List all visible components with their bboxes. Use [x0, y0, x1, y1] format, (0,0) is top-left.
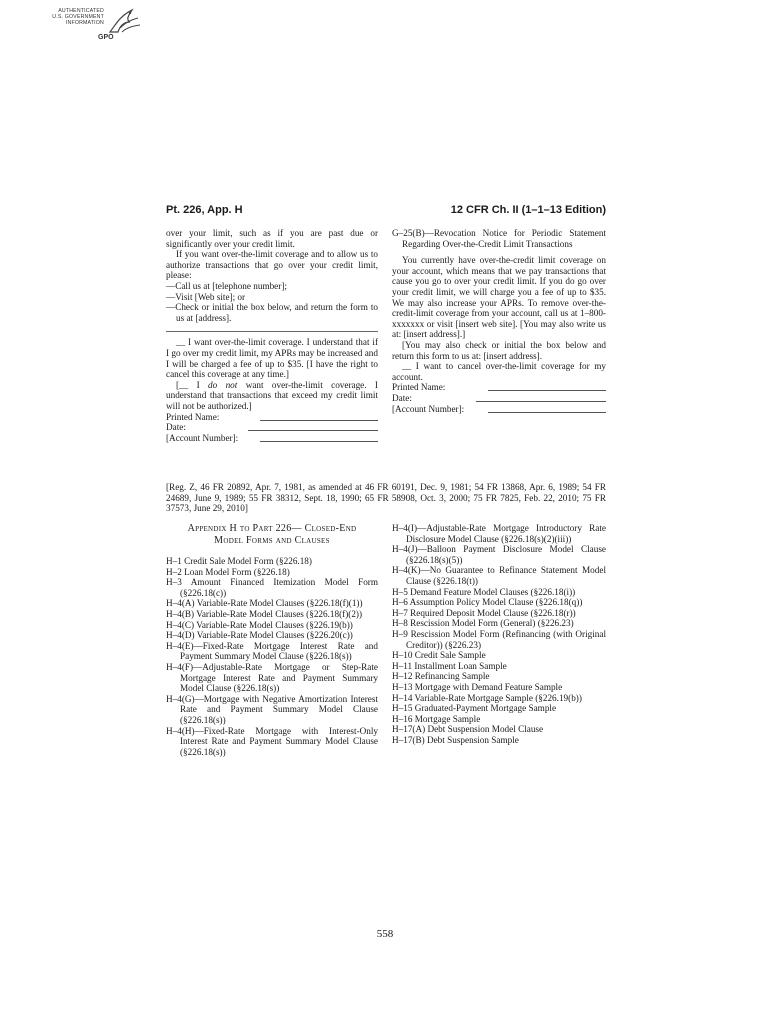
appendix-left-column — [166, 523, 378, 757]
section-heading: G–25(B)—Revocation Notice for Periodic Statement Regarding Over-the-Credit Limit Transactions — [392, 228, 606, 249]
paragraph: [You may also check or initial the box below and return this form to us at: [insert address]. — [392, 339, 606, 361]
paragraph: over your limit, such as if you are past due or significantly over your credit limit. — [166, 228, 378, 249]
option-call: —Call us at [telephone number]; — [166, 280, 287, 291]
appendix-list — [166, 556, 378, 757]
list-item: H–3 Amount Financed Itemization Model Form (§226.18(c)) — [166, 577, 378, 598]
cancel-statement: __ I want to cancel over-the-limit coverage for my account. — [392, 361, 606, 382]
auth-line: U.S. GOVERNMENT — [52, 14, 104, 20]
date-label: Date: — [166, 422, 186, 433]
account-number-line — [392, 404, 606, 415]
signature-blank — [488, 404, 606, 413]
list-item: H–4(G)—Mortgage with Negative Amortization Interest Rate and Payment Summary Model Clause (§226.18(s)) — [166, 693, 378, 725]
list-item: H–4(E)—Fixed-Rate Mortgage Interest Rate and Payment Summary Model Clause (§226.18(s)) — [166, 640, 378, 662]
paragraph: If you want over-the-limit coverage and to allow us to authorize transactions that go over your credit limit, please: — [166, 249, 378, 281]
list-item: H–7 Required Deposit Model Clause (§226.18(r)) — [392, 607, 576, 618]
list-item: H–14 Variable-Rate Mortgage Sample (§226.19(b)) — [392, 692, 582, 703]
date-line — [392, 393, 606, 404]
list-item: H–9 Rescission Model Form (Refinancing (with Original Creditor)) (§226.23) — [392, 628, 606, 650]
account-number-label: [Account Number]: — [166, 432, 239, 443]
authentication-text — [34, 8, 104, 26]
option-check: —Check or initial the box below, and return the form to us at [address]. — [166, 302, 378, 323]
list-item: H–2 Loan Model Form (§226.18) — [166, 566, 290, 577]
running-head-edition: 12 CFR Ch. II (1–1–13 Edition) — [450, 204, 606, 216]
list-item: H–4(H)—Fixed-Rate Mortgage with Interest-Only Interest Rate and Payment Summary Model Clause (§226.18(s)) — [166, 725, 378, 757]
signature-blank — [260, 412, 378, 421]
signature-blank — [260, 433, 378, 442]
list-item: H–4(I)—Adjustable-Rate Mortgage Introductory Rate Disclosure Model Clause (§226.18(s)(2)(iii)) — [392, 523, 606, 544]
running-head-part: Pt. 226, App. H — [166, 204, 243, 216]
list-item: H–4(D) Variable-Rate Model Clauses (§226.20(c)) — [166, 630, 353, 641]
list-item: H–11 Installment Loan Sample — [392, 660, 507, 671]
list-item: H–17(B) Debt Suspension Sample — [392, 734, 519, 745]
right-column-top — [392, 228, 606, 414]
divider-rule — [166, 331, 378, 332]
left-column-top — [166, 228, 378, 443]
list-item: H–5 Demand Feature Model Clauses (§226.18(i)) — [392, 586, 576, 597]
signature-blank — [476, 393, 606, 402]
list-item: H–4(B) Variable-Rate Model Clauses (§226.18(f)(2)) — [166, 608, 363, 619]
regulation-reference-note: [Reg. Z, 46 FR 20892, Apr. 7, 1981, as amended at 46 FR 60191, Dec. 9, 1981; 54 FR 13868, Apr. 6, 1989; 54 FR 24689, June 9, 1989; 55 FR 38312, Sept. 18, 1990; 65 FR 58908, Oct. 3, 2000; 75 FR 7825, Feb. 22, 2010; 75 FR 37573, June 29, 2010] — [166, 482, 606, 514]
appendix-title-line: Appendix H to Part 226— Closed-End — [187, 523, 357, 534]
list-item: H–1 Credit Sale Model Form (§226.18) — [166, 556, 312, 566]
signature-blank — [488, 382, 606, 391]
auth-line: INFORMATION — [65, 20, 104, 26]
list-item: H–13 Mortgage with Demand Feature Sample — [392, 681, 563, 692]
list-item: H–15 Graduated-Payment Mortgage Sample — [392, 703, 557, 714]
opt-in-statement: __ I want over-the-limit coverage. I understand that if I go over my credit limit, my APRs may be increased and I will be charged a fee of up to $35. [I have the right to cancel this coverage at any time.] — [166, 337, 378, 380]
printed-name-label: Printed Name: — [392, 382, 446, 393]
appendix-title-line: Model Forms and Clauses — [214, 535, 330, 546]
list-item: H–4(C) Variable-Rate Model Clauses (§226.19(b)) — [166, 619, 353, 630]
appendix-right-column — [392, 523, 606, 745]
list-item: H–12 Refinancing Sample — [392, 671, 490, 682]
paragraph: You currently have over-the-credit limit coverage on your account, which means that we pay transactions that cause you go to over your credit limit. If you do go over your credit limit, we will charge you a fee of up to $35. We may also increase your APRs. To remove over-the-credit-limit coverage from your account, call us at 1–800-xxxxxxx or visit [insert web site]. [You may also write us at: [insert address].] — [392, 255, 606, 340]
list-item: H–4(J)—Balloon Payment Disclosure Model Clause (§226.18(s)(5)) — [392, 544, 606, 565]
printed-name-line — [392, 382, 606, 393]
opt-out-statement — [166, 380, 378, 412]
opt-out-emphasis: do not — [208, 379, 238, 390]
opt-out-prefix: [__ I — [176, 379, 209, 390]
appendix-list — [392, 523, 606, 745]
date-line — [166, 422, 378, 433]
account-number-line — [166, 433, 378, 444]
page-number: 558 — [376, 928, 394, 940]
list-item: H–6 Assumption Policy Model Clause (§226.18(q)) — [392, 597, 583, 608]
list-item: H–4(A) Variable-Rate Model Clauses (§226.18(f)(1)) — [166, 598, 363, 609]
list-item: H–4(F)—Adjustable-Rate Mortgage or Step-Rate Mortgage Interest Rate and Payment Summary Model Clause (§226.18(s)) — [166, 661, 378, 694]
signature-blank — [248, 422, 378, 431]
option-visit: —Visit [Web site]; or — [166, 291, 246, 302]
list-item: H–10 Credit Sale Sample — [392, 650, 486, 661]
gpo-authentication-logo — [34, 6, 144, 48]
list-item: H–8 Rescission Model Form (General) (§226.23) — [392, 618, 574, 629]
list-item: H–4(K)—No Guarantee to Refinance Statement Model Clause (§226.18(t)) — [392, 565, 606, 586]
running-head — [166, 204, 606, 218]
gpo-label: GPO — [98, 34, 114, 41]
list-item: H–16 Mortgage Sample — [392, 713, 481, 724]
list-item: H–17(A) Debt Suspension Model Clause — [392, 724, 544, 735]
printed-name-label: Printed Name: — [166, 411, 220, 422]
account-number-label: [Account Number]: — [392, 403, 465, 414]
date-label: Date: — [392, 392, 412, 403]
appendix-title — [166, 523, 378, 547]
printed-name-line — [166, 412, 378, 423]
opt-out-suffix: want over-the-limit coverage. I understand that transactions that exceed my credit limit will not be authorized.] — [166, 379, 378, 411]
auth-line: AUTHENTICATED — [58, 8, 104, 14]
